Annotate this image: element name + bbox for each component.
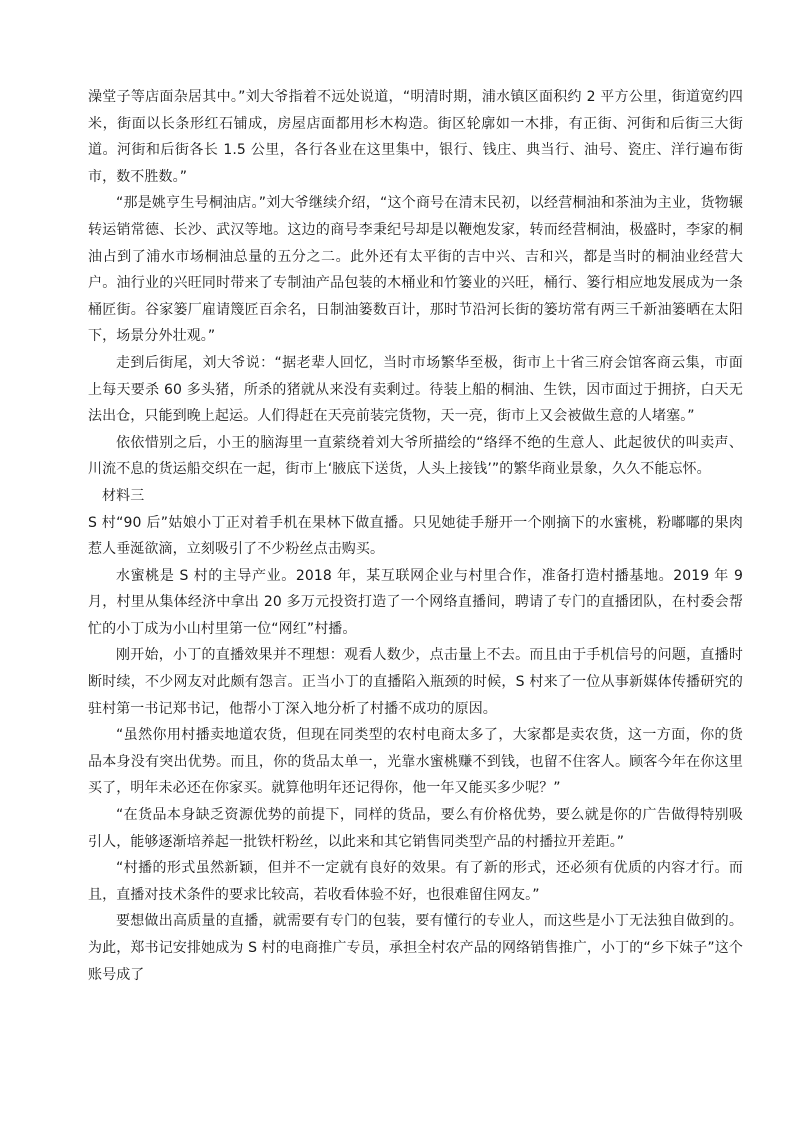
paragraph-2: “那是姚亨生号桐油店。”刘大爷继续介绍，“这个商号在清末民初，以经营桐油和茶油为主业，货物辗转运销常德、长沙、武汉等地。这边的商号李秉纪号却是以鞭炮发家，转而经营桐油，极盛时，李家的桐油占到了浦水市场桐油总量的五分之二。此外还有太平街的吉中兴、吉和兴，都是当时的桐油业经营大户。油行业的兴旺同时带来了专制油产品包装的木桶业和竹篓业的兴旺，桶行、篓行相应地发展成为一条桶匠街。谷家篓厂雇请篾匠百余名，日制油篓数百计，那时节沿河长街的篓坊常有两三千新油篓晒在太阳下，场景分外壮观。” xyxy=(88,195,743,345)
document-body xyxy=(88,84,743,988)
quote-paragraph-1: “虽然你用村播卖地道农货，但现在同类型的农村电商太多了，大家都是卖农货，这一方面，你的货品本身没有突出优势。而且，你的货品太单一，光靠水蜜桃赚不到钱，也留不住客人。顾客今年在你这里买了，明年未必还在你家买。就算他明年还记得你，他一年又能买多少呢？” xyxy=(88,727,743,797)
quote-paragraph-2: “在货品本身缺乏资源优势的前提下，同样的货品，要么有价格优势，要么就是你的广告做得特别吸引人，能够逐渐培养起一批铁杆粉丝，以此来和其它销售同类型产品的村播拉开差距。” xyxy=(88,807,743,850)
section-heading-material-3: 材料三 xyxy=(102,487,145,504)
paragraph-8: 要想做出高质量的直播，就需要有专门的包装，要有懂行的专业人，而这些是小丁无法独自做到的。为此，郑书记安排她成为 S 村的电商推广专员，承担全村农产品的网络销售推广，小丁的“乡下妹子”这个账号成了 xyxy=(88,913,743,983)
quote-paragraph-3: “村播的形式虽然新颖，但并不一定就有良好的效果。有了新的形式，还必须有优质的内容才行。而且，直播对技术条件的要求比较高，若收看体验不好，也很难留住网友。” xyxy=(88,860,743,903)
paragraph-3: 走到后街尾，刘大爷说：“据老辈人回忆，当时市场繁华至极，街市上十省三府会馆客商云集，市面上每天要杀 60 多头猪，所杀的猪就从来没有卖剩过。待装上船的桐油、生铁，因市面过于拥挤，白天无法出仓，只能到晚上起运。人们得赶在天亮前装完货物，天一亮，街市上又会被做生意的人堵塞。” xyxy=(88,354,743,425)
paragraph-6: 水蜜桃是 S 村的主导产业。2018 年，某互联网企业与村里合作，准备打造村播基地。2019 年 9 月，村里从集体经济中拿出 20 多万元投资打造了一个网络直播间，聘请了专门的直播团队，在村委会帮忙的小丁成为小山村里第一位“网红”村播。 xyxy=(88,567,743,637)
paragraph-5: S 村“90 后”姑娘小丁正对着手机在果林下做直播。只见她徒手掰开一个刚摘下的水蜜桃，粉嘟嘟的果肉惹人垂涎欲滴，立刻吸引了不少粉丝点击购买。 xyxy=(88,514,743,558)
paragraph-4: 依依惜别之后，小王的脑海里一直萦绕着刘大爷所描绘的“络绎不绝的生意人、此起彼伏的叫卖声、川流不息的货运船交织在一起，街市上‘腋底下送货，人头上接钱’”的繁华商业景象，久久不能忘怀。 xyxy=(88,434,743,478)
paragraph-1: 澡堂子等店面杂居其中。”刘大爷指着不远处说道，“明清时期，浦水镇区面积约 2 平方公里，街道宽约四米，街面以长条形红石铺成，房屋店面都用杉木构造。街区轮廓如一木排，有正街、河街和后街三大街道。河街和后街各长 1.5 公里，各行各业在这里集中，银行、钱庄、典当行、油号、瓷庄、洋行遍布街市，数不胜数。” xyxy=(88,89,743,185)
paragraph-7: 刚开始，小丁的直播效果并不理想：观看人数少，点击量上不去。而且由于手机信号的问题，直播时断时续，不少网友对此颇有怨言。正当小丁的直播陷入瓶颈的时候，S 村来了一位从事新媒体传播研究的驻村第一书记郑书记，他帮小丁深入地分析了村播不成功的原因。 xyxy=(88,647,743,717)
